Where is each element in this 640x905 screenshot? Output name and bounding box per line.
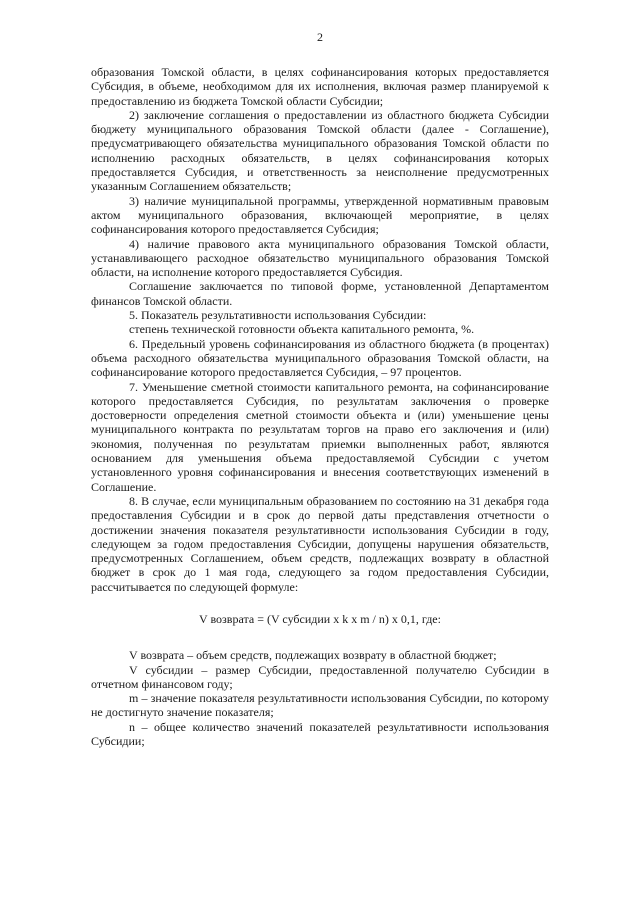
definition-m: m – значение показателя результативности использования Субсидии, по которому не достигнуто значение показателя; <box>91 691 549 720</box>
page-number: 2 <box>317 30 323 44</box>
paragraph-item-3: 3) наличие муниципальной программы, утвержденной нормативным правовым актом муниципального образования, включающей мероприятие, в целях софинансирования которого предоставляется Субсидия; <box>91 193 549 237</box>
paragraph-indicator: степень технической готовности объекта капитального ремонта, %. <box>129 322 475 337</box>
paragraph-section-5: 5. Показатель результативности использования Субсидии: <box>129 308 427 323</box>
paragraph-item-4: 4) наличие правового акта муниципального образования Томской области, устанавливающего расходное обязательство муниципального образования Томской области, на исполнение которого предоставляется Субсидия. <box>91 236 549 280</box>
document-body <box>91 65 549 748</box>
paragraph-agreement-form: Соглашение заключается по типовой форме, установленной Департаментом финансов Томской области. <box>91 279 549 308</box>
formula: V возврата = (V субсидии x k x m / n) x 0,1, где: <box>199 611 441 626</box>
definition-v-return: V возврата – объем средств, подлежащих возврату в областной бюджет; <box>129 648 497 663</box>
paragraph-section-8: 8. В случае, если муниципальным образованием по состоянию на 31 декабря года предоставления Субсидии и в срок до первой даты представления отчетности о достижении значения показателя результативности использования Субсидии в году, следующем за годом предоставления Субсидии, допущены нарушения обязательств, предусмотренных Соглашением, объем средств, подлежащих возврату в областной бюджет в срок до 1 мая года, следующего за годом предоставления Субсидии, рассчитывается по следующей формуле: <box>91 493 549 594</box>
definition-n: n – общее количество значений показателей результативности использования Субсидии; <box>91 719 549 749</box>
definition-v-subsidy: V субсидии – размер Субсидии, предоставленной получателю Субсидии в отчетном финансовом году; <box>91 662 549 691</box>
paragraph-continuation: образования Томской области, в целях софинансирования которых предоставляется Субсидия, в объеме, необходимом для их исполнения, включая размер планируемой к предоставлению из бюджета Томской области Субсидии; <box>91 65 549 108</box>
paragraph-section-6: 6. Предельный уровень софинансирования из областного бюджета (в процентах) объема расходного обязательства муниципального образования Томской области, на софинансирование которого предоставляется Субсидия, – 97 процентов. <box>91 336 549 380</box>
paragraph-item-2: 2) заключение соглашения о предоставлении из областного бюджета Субсидии бюджету муниципального образования Томской области (далее - Соглашение), предусматривающего обязательства муниципального образования Томской области по исполнению расходных обязательств, в целях софинансирования которых предоставляется Субсидия, и ответственность за неисполнение предусмотренных указанным Соглашением обязательств; <box>91 107 549 194</box>
paragraph-section-7: 7. Уменьшение сметной стоимости капитального ремонта, на софинансирование которого предоставляется Субсидия, по результатам заключения о проверке достоверности определения сметной стоимости объекта и (или) уменьшение цены муниципального контракта по результатам торгов на право его заключения и (или) экономия, полученная по результатам приемки выполненных работ, являются основанием для уменьшения объема предоставляемой Субсидии с учетом установленного уровня софинансирования и внесения соответствующих изменений в Соглашение. <box>91 379 549 494</box>
